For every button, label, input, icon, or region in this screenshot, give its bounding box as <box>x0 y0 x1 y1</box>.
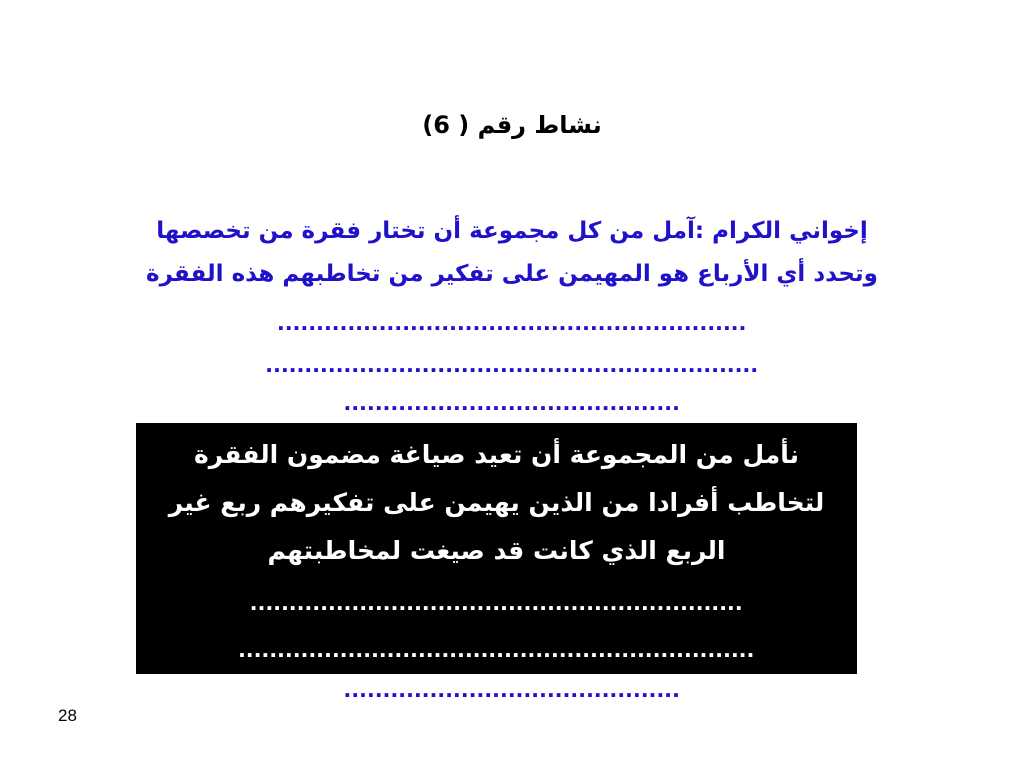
box-dotted-line-1: ............................................................... <box>250 586 743 616</box>
box-dotted-line-2: .................................................................. <box>238 633 755 663</box>
answer-dotted-line-bottom: ........................................... <box>343 673 681 703</box>
box-text-line-1: نأمل من المجموعة أن تعيد صياغة مضمون الفقرة <box>193 440 800 469</box>
instruction-line-1: إخواني الكرام :آمل من كل مجموعة أن تختار فقرة من تخصصها <box>156 218 868 244</box>
box-text-line-2: لتخاطب أفرادا من الذين يهيمن على تفكيرهم ربع غير <box>168 488 825 517</box>
answer-dotted-line-3: ........................................... <box>343 386 681 416</box>
box-text-line-3: الربع الذي كانت قد صيغت لمخاطبتهم <box>267 536 726 565</box>
box-text <box>146 431 847 575</box>
answer-dotted-line-1: ............................................................ <box>277 306 747 336</box>
slide-title: نشاط رقم ( 6) <box>422 111 602 139</box>
page-number: 28 <box>58 706 77 725</box>
instruction-line-2: وتحدد أي الأرباع هو المهيمن على تفكير من تخاطبهم هذه الفقرة <box>146 261 878 287</box>
instruction-text <box>120 210 904 296</box>
answer-dotted-line-2: ............................................................... <box>265 348 759 378</box>
black-text-box <box>136 423 857 674</box>
